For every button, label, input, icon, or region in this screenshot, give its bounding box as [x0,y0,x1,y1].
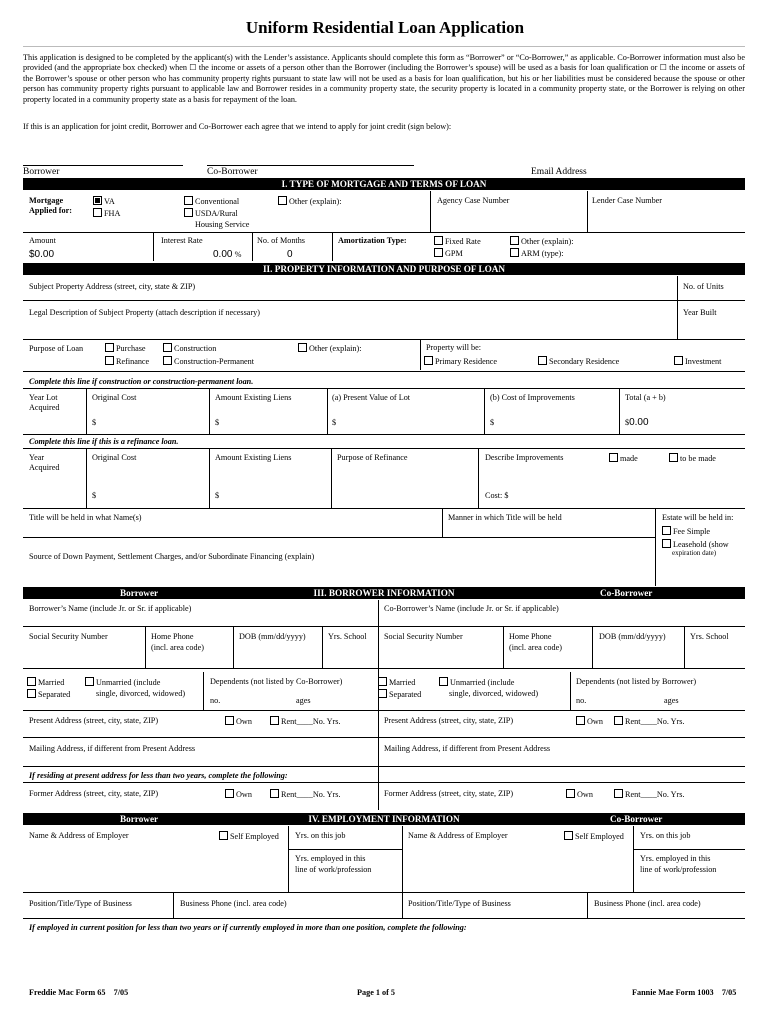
row-rule [23,388,745,389]
coborrower-signature-label: Co-Borrower [207,167,258,177]
c-business-phone-label: Business Phone (incl. area code) [594,899,701,908]
num-units-label: No. of Units [683,282,724,291]
existing-liens-field[interactable]: $ [215,418,220,427]
to-be-made-option[interactable] [669,453,716,463]
c-dependents-label: Dependents (not listed by Borrower) [576,677,697,686]
divider [478,448,479,508]
investment-option[interactable] [674,356,721,366]
email-label: Email Address [531,167,587,177]
b-business-phone-label: Business Phone (incl. area code) [180,899,287,908]
refinance-line-note: Complete this line if this is a refinance loan. [29,437,179,446]
divider [619,388,620,434]
fha-option[interactable] [93,208,120,218]
section4-header [23,813,745,825]
c-position-label: Position/Title/Type of Business [408,899,511,908]
refinance-option[interactable] [105,356,149,366]
c-home-phone-label: Home Phone (incl. area code) [509,632,562,652]
b-home-phone-label: Home Phone (incl. area code) [151,632,204,652]
arm-label: ARM (type): [521,249,564,258]
b-former-rent-option[interactable] [270,789,341,799]
c-rent-option[interactable] [614,716,685,726]
conventional-checkbox[interactable] [184,196,193,205]
coborrower-signature-line[interactable] [207,165,414,166]
divider [233,626,234,668]
fixed-rate-option[interactable] [434,236,481,246]
b-position-label: Position/Title/Type of Business [29,899,132,908]
fha-label: FHA [104,209,121,218]
divider [587,892,588,918]
purchase-checkbox[interactable] [105,343,114,352]
c-former-own-option[interactable] [566,789,593,799]
center-divider [378,600,379,810]
investment-label: Investment [685,357,722,366]
b-former-own-option[interactable] [225,789,252,799]
fee-simple-label: Fee Simple [673,527,711,536]
original-cost-field[interactable]: $ [92,418,97,427]
c-yrs-job-label: Yrs. on this job [640,831,691,840]
purpose-refi-label: Purpose of Refinance [337,453,408,462]
c-former-own-label: Own [577,790,593,799]
b-own-checkbox[interactable] [225,716,234,725]
year-built-label: Year Built [683,308,717,317]
other-amort-option[interactable] [510,236,574,246]
gpm-option[interactable] [434,248,463,258]
section3-borrower-label: Borrower [120,588,159,598]
c-former-own-checkbox[interactable] [566,789,575,798]
b-mailing-label: Mailing Address, if different from Present Address [29,744,196,753]
row-rule [23,371,745,372]
down-payment-label: Source of Down Payment, Settlement Charges, and/or Subordinate Financing (explain) [29,552,315,561]
c-yrs-school-label: Yrs. School [690,632,729,641]
row-rule [23,737,745,738]
fixed-rate-checkbox[interactable] [434,236,443,245]
intro-paragraph: This application is designed to be completed by the applicant(s) with the Lender’s assistance. Applicants should complete this form as “Borrower” or “Co-Borrower,” as applicable. Co-Borrower information must also be provided (and the appropriate box checked) when ☐ the income or assets of a person other than the Borrower (including the Borrower’s spouse) will be used as a basis for loan qualification or ☐ the income or assets of the Borrower’s spouse or other person who has community property rights pursuant to state law will not be used as a basis for loan qualification, but his or her liabilities must be considered because the spouse or other person has community property rights pursuant to applicable law and Borrower resides in a community property state, the security property is located in a community property state, or the Borrower is relying on other property located in a community property state as a basis for repayment of the loan. [23,53,745,104]
b-former-own-label: Own [236,790,252,799]
c-former-rent-label: Rent [625,790,641,799]
c-yrs-line-label: Yrs. employed in this line of work/profession [640,854,717,874]
row-rule [288,849,402,850]
amortization-label: Amortization Type: [338,236,407,245]
divider [288,826,289,892]
other-purpose-checkbox[interactable] [298,343,307,352]
borrower-name-label: Borrower’s Name (include Jr. or Sr. if applicable) [29,604,192,613]
b-rent-checkbox[interactable] [270,716,279,725]
b-self-employed-label: Self Employed [230,832,279,841]
interest-rate-field[interactable] [213,249,241,260]
row-rule [23,626,745,627]
b-separated-checkbox[interactable] [27,689,36,698]
fixed-rate-label: Fixed Rate [445,237,481,246]
other-mortgage-option[interactable] [278,196,342,206]
b-no-yrs-label: ____No. Yrs. [296,717,341,726]
conventional-option[interactable] [184,196,239,206]
present-value-label: (a) Present Value of Lot [332,393,411,402]
divider [145,626,146,668]
c-separated-checkbox[interactable] [378,689,387,698]
divider [331,448,332,508]
amount-label: Amount [29,236,56,245]
divider [633,826,634,892]
row-rule [23,508,745,509]
b-own-option[interactable] [225,716,252,726]
expiration-label: expiration date) [672,549,717,557]
construction-perm-checkbox[interactable] [163,356,172,365]
primary-option[interactable] [424,356,497,366]
b-employer-label: Name & Address of Employer [29,831,129,840]
total-value: 0.00 [629,417,649,428]
b-dob-label: DOB (mm/dd/yyyy) [239,632,306,641]
gpm-label: GPM [445,249,463,258]
property-will-be-label: Property will be: [426,343,482,352]
refi-existing-liens-field[interactable]: $ [215,491,220,500]
other-amort-checkbox[interactable] [510,236,519,245]
amount-field[interactable] [29,249,54,260]
b-former-no-yrs-label: ____No. Yrs. [296,790,341,799]
b-unmarried-option[interactable] [85,677,160,687]
gpm-checkbox[interactable] [434,248,443,257]
b-unmarried-label: Unmarried (include [96,678,161,687]
b-separated-option[interactable] [27,689,70,699]
b-former-own-checkbox[interactable] [225,789,234,798]
fee-simple-checkbox[interactable] [662,526,671,535]
divider [86,448,87,508]
footer-left: Freddie Mac Form 65 7/05 [29,988,129,997]
refi-original-cost-label: Original Cost [92,453,137,462]
borrower-signature-label: Borrower [23,167,60,177]
row-rule [23,668,745,669]
c-dob-label: DOB (mm/dd/yyyy) [599,632,666,641]
row-rule [23,537,655,538]
refinance-checkbox[interactable] [105,356,114,365]
b-dependents-label: Dependents (not listed by Co-Borrower) [210,677,343,686]
b-former-address-label: Former Address (street, city, state, ZIP) [29,789,159,798]
footer-page: Page 1 of 5 [357,988,395,997]
arm-option[interactable] [510,248,564,258]
existing-liens-label: Amount Existing Liens [215,393,292,402]
other-purpose-option[interactable] [298,343,362,353]
leasehold-option[interactable] [662,539,729,549]
section4-borrower-label: Borrower [120,814,159,824]
divider [677,276,678,300]
divider [430,191,431,232]
b-former-rent-checkbox[interactable] [270,789,279,798]
housing-service-label: Housing Service [195,220,250,229]
b-ssn-label: Social Security Number [29,632,108,641]
c-former-address-label: Former Address (street, city, state, ZIP) [384,789,514,798]
divider [587,191,588,232]
joint-credit-note: If this is an application for joint credit, Borrower and Co-Borrower each agree that we intend to apply for joint credit (sign below): [23,122,452,131]
construction-perm-label: Construction-Permanent [174,357,255,366]
c-former-rent-checkbox[interactable] [614,789,623,798]
divider [442,508,443,537]
secondary-label: Secondary Residence [549,357,620,366]
b-rent-label: Rent [281,717,297,726]
section3-header [23,587,745,599]
row-rule [23,300,745,301]
year-acquired-label: Year Acquired [29,453,60,472]
divider [86,388,87,434]
section2-header [23,263,745,275]
b-yrs-line-label: Yrs. employed in this line of work/profession [295,854,372,874]
present-value-field[interactable]: $ [332,418,337,427]
cost-field[interactable]: Cost: $ [485,491,509,500]
b-married-option[interactable] [27,677,64,687]
b-separated-label: Separated [38,690,71,699]
row-rule [23,232,745,233]
divider [570,672,571,710]
coborrower-name-label: Co-Borrower’s Name (include Jr. or Sr. if applicable) [384,604,559,613]
b-married-label: Married [38,678,65,687]
c-married-option[interactable] [378,677,415,687]
row-rule [23,434,745,435]
c-own-label: Own [587,717,603,726]
row-rule [23,766,745,767]
purchase-label: Purchase [116,344,146,353]
c-single-label: single, divorced, widowed) [449,689,539,698]
divider [322,626,323,668]
amount-value: $0.00 [29,249,55,260]
c-self-employed-checkbox[interactable] [564,831,573,840]
row-rule [23,448,745,449]
b-self-employed-checkbox[interactable] [219,831,228,840]
c-self-employed-label: Self Employed [575,832,624,841]
usda-option[interactable] [184,208,238,218]
usda-checkbox[interactable] [184,208,193,217]
divider [684,626,685,668]
primary-label: Primary Residence [435,357,498,366]
c-present-address-label: Present Address (street, city, state, ZIP) [384,716,514,725]
c-former-no-yrs-label: ____No. Yrs. [640,790,685,799]
divider [420,339,421,370]
va-option[interactable] [93,196,115,206]
title-rule [23,46,745,47]
interest-rate-label: Interest Rate [161,236,203,245]
section4-title: IV. EMPLOYMENT INFORMATION [308,814,460,824]
refi-original-cost-field[interactable]: $ [92,491,97,500]
c-rent-checkbox[interactable] [614,716,623,725]
percent-sign: % [234,250,242,259]
section3-coborrower-label: Co-Borrower [600,588,653,598]
va-checkbox[interactable] [93,196,102,205]
estate-held-label: Estate will be held in: [662,513,734,522]
divider [173,892,174,918]
divider [677,300,678,339]
other-mortgage-checkbox[interactable] [278,196,287,205]
b-dependents-ages-label: ages [296,696,311,705]
c-own-option[interactable] [576,716,603,726]
c-own-checkbox[interactable] [576,716,585,725]
two-years-note: If residing at present address for less than two years, complete the following: [29,771,288,780]
subject-address-label: Subject Property Address (street, city, state & ZIP) [29,282,196,291]
title-names-label: Title will be held in what Name(s) [29,513,142,522]
year-lot-label: Year Lot Acquired [29,393,60,412]
arm-checkbox[interactable] [510,248,519,257]
divider [484,388,485,434]
divider [592,626,593,668]
b-dependents-no-label: no. [210,696,221,705]
lender-case-label: Lender Case Number [592,196,663,205]
divider [209,388,210,434]
legal-description-label: Legal Description of Subject Property (attach description if necessary) [29,308,260,317]
original-cost-label: Original Cost [92,393,137,402]
c-married-checkbox[interactable] [378,677,387,686]
made-label: made [620,454,638,463]
refi-existing-liens-label: Amount Existing Liens [215,453,292,462]
to-be-made-checkbox[interactable] [669,453,678,462]
other-purpose-label: Other (explain): [309,344,362,353]
b-yrs-job-label: Yrs. on this job [295,831,346,840]
cost-improvements-field[interactable]: $ [490,418,495,427]
investment-checkbox[interactable] [674,356,683,365]
manner-title-label: Manner in which Title will be held [448,513,562,522]
c-self-employed-option[interactable] [564,831,624,841]
c-dependents-ages-label: ages [664,696,679,705]
c-unmarried-label: Unmarried (include [450,678,515,687]
c-separated-option[interactable] [378,689,421,699]
row-rule [23,892,745,893]
divider [203,672,204,710]
c-ssn-label: Social Security Number [384,632,463,641]
construction-perm-option[interactable] [163,356,254,366]
construction-label: Construction [174,344,217,353]
c-married-label: Married [389,678,416,687]
section1-title: I. TYPE OF MORTGAGE AND TERMS OF LOAN [281,179,487,189]
other-amort-label: Other (explain): [521,237,574,246]
purchase-option[interactable] [105,343,146,353]
num-months-field[interactable]: 0 [287,249,293,260]
divider [327,388,328,434]
refinance-label: Refinance [116,357,150,366]
b-rent-option[interactable] [270,716,341,726]
total-dollar: $ [625,418,630,427]
divider [153,232,154,261]
to-be-made-label: to be made [680,454,716,463]
b-yrs-school-label: Yrs. School [328,632,367,641]
c-employer-label: Name & Address of Employer [408,831,508,840]
form-title: Uniform Residential Loan Application [245,18,525,37]
center-divider [402,826,403,918]
row-rule [23,710,745,711]
mortgage-applied-label: Mortgage Applied for: [29,196,72,215]
row-rule [23,339,745,340]
row-rule [23,918,745,919]
employed-note: If employed in current position for less than two years or if currently employed in more than one position, complete the following: [29,923,467,932]
borrower-signature-line[interactable] [23,165,183,166]
agency-case-label: Agency Case Number [437,196,510,205]
divider [252,232,253,261]
b-own-label: Own [236,717,252,726]
section2-title: II. PROPERTY INFORMATION AND PURPOSE OF LOAN [262,264,506,274]
other-mortgage-label: Other (explain): [289,197,342,206]
leasehold-label: Leasehold (show [673,540,729,549]
secondary-option[interactable] [538,356,619,366]
made-checkbox[interactable] [609,453,618,462]
va-label: VA [104,197,115,206]
b-self-employed-option[interactable] [219,831,279,841]
made-option[interactable] [609,453,638,463]
construction-option[interactable] [163,343,216,353]
divider [332,232,333,261]
c-rent-label: Rent [625,717,641,726]
b-former-rent-label: Rent [281,790,297,799]
b-unmarried-checkbox[interactable] [85,677,94,686]
fee-simple-option[interactable] [662,526,710,536]
total-field[interactable] [625,417,649,428]
c-mailing-label: Mailing Address, if different from Present Address [384,744,551,753]
row-rule [633,849,745,850]
total-label: Total (a + b) [625,393,666,402]
interest-rate-value: 0.00 [213,249,233,260]
describe-improvements-label: Describe Improvements [485,453,564,462]
b-single-label: single, divorced, widowed) [96,689,186,698]
divider [503,626,504,668]
divider [655,508,656,586]
row-rule [23,782,745,783]
cost-improvements-label: (b) Cost of Improvements [490,393,575,402]
c-dependents-no-label: no. [576,696,587,705]
c-unmarried-checkbox[interactable] [439,677,448,686]
c-former-rent-option[interactable] [614,789,685,799]
footer-right: Fannie Mae Form 1003 7/05 [632,988,737,997]
num-months-label: No. of Months [257,236,305,245]
conventional-label: Conventional [195,197,240,206]
section1-header [23,178,745,190]
usda-label: USDA/Rural [195,209,238,218]
b-present-address-label: Present Address (street, city, state, ZIP) [29,716,159,725]
section3-title: III. BORROWER INFORMATION [313,588,455,598]
b-married-checkbox[interactable] [27,677,36,686]
divider [209,448,210,508]
c-separated-label: Separated [389,690,422,699]
section4-coborrower-label: Co-Borrower [610,814,663,824]
leasehold-checkbox[interactable] [662,539,671,548]
primary-checkbox[interactable] [424,356,433,365]
purpose-label: Purpose of Loan [29,344,84,353]
construction-checkbox[interactable] [163,343,172,352]
c-unmarried-option[interactable] [439,677,514,687]
construction-line-note: Complete this line if construction or construction-permanent loan. [29,377,254,386]
secondary-checkbox[interactable] [538,356,547,365]
c-no-yrs-label: ____No. Yrs. [640,717,685,726]
fha-checkbox[interactable] [93,208,102,217]
